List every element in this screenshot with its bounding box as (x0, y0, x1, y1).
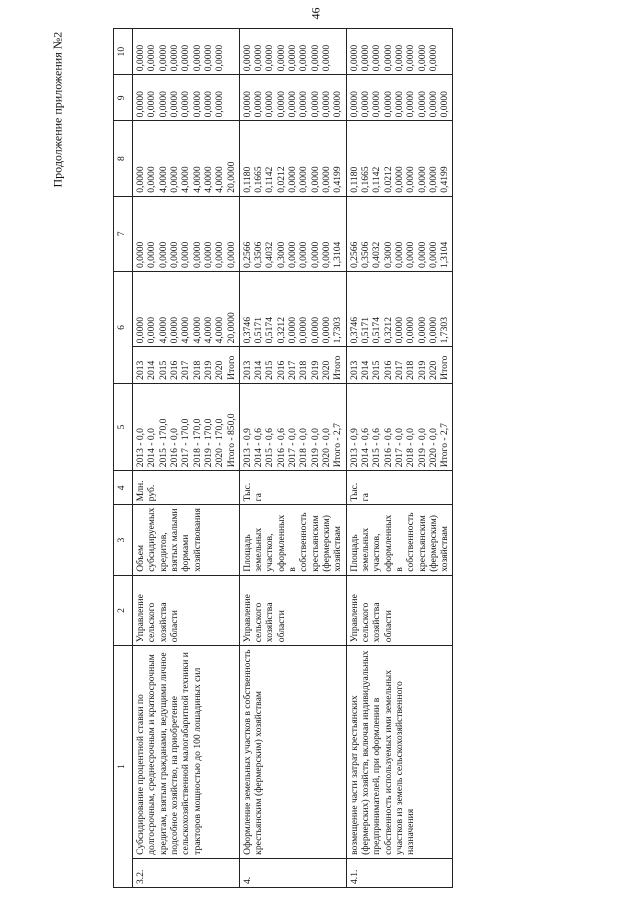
row-number: 4. (239, 858, 346, 887)
header-cell-10: 10 (114, 29, 133, 75)
col7-list (346, 196, 453, 271)
value-cell: 2017 - 170,0 (180, 418, 192, 468)
value-cell: 0,0000 (168, 166, 180, 193)
value-cell: 0,5174 (371, 317, 383, 344)
value-cell: 0,0000 (202, 91, 214, 118)
value-cell: 2020 - 170,0 (214, 418, 226, 468)
value-cell: 0,5171 (359, 317, 371, 344)
value-cell: 2020 (214, 360, 226, 380)
years-values-list (239, 383, 346, 470)
value-cell: 2017 (180, 360, 192, 380)
value-cell: 0,0000 (298, 317, 310, 344)
value-cell: 20,0000 (225, 161, 237, 193)
value-cell: 2018 (405, 360, 417, 380)
value-cell: 0,0000 (157, 91, 169, 118)
value-cell: 0,0000 (393, 91, 405, 118)
value-cell: 2020 (427, 360, 439, 380)
value-cell: 2015 (157, 360, 169, 380)
value-cell: 0,0000 (287, 241, 299, 269)
value-cell: 0,0000 (157, 241, 169, 269)
value-cell: 0,0000 (439, 91, 451, 118)
value-cell: 0,0000 (405, 91, 417, 118)
header-cell-4: 4 (114, 471, 133, 505)
value-cell: 4,0000 (157, 166, 169, 193)
value-cell: 0,2566 (348, 241, 360, 269)
value-cell: 2020 - 0,0 (427, 428, 439, 468)
col10-list (133, 29, 240, 75)
value-cell: 2019 (416, 360, 428, 380)
value-cell: 0,0000 (405, 44, 417, 72)
executor: Управление сельского хозяйства области (239, 575, 346, 645)
value-cell: 0,0000 (191, 91, 203, 118)
value-cell: 2020 - 0,0 (321, 428, 332, 468)
value-cell: 2019 - 0,0 (416, 428, 428, 468)
value-cell: 2018 - 0,0 (298, 428, 310, 468)
value-cell: 0,0000 (359, 44, 371, 72)
header-row (114, 29, 133, 888)
value-cell: 0,0000 (359, 91, 371, 118)
value-cell: 1,7303 (332, 317, 344, 344)
value-cell: 0,0000 (298, 91, 310, 118)
value-cell: 0,0000 (264, 91, 276, 118)
header-cell-1: 1 (114, 646, 133, 888)
value-cell: 0,0000 (146, 44, 158, 72)
value-cell: 2017 (393, 360, 405, 380)
value-cell: 2019 (202, 360, 214, 380)
value-cell: Итого - 850,0 (225, 413, 237, 468)
value-cell: 0,0000 (309, 44, 321, 72)
value-cell: 0,0000 (427, 317, 439, 344)
col8-list (133, 121, 240, 196)
value-cell: 0,0000 (225, 241, 237, 269)
value-cell: 4,0000 (180, 166, 192, 193)
value-cell: 0,0000 (135, 166, 146, 193)
indicator: Площадь земельных участков, оформленных в собственность крестьянским (фермерским) хозяйствам (239, 505, 346, 575)
col6-list (346, 272, 453, 347)
executor: Управление сельского хозяйства области (346, 575, 453, 645)
value-cell: 0,4032 (264, 241, 276, 269)
value-cell: 2019 - 170,0 (202, 418, 214, 468)
value-cell: 0,0212 (275, 166, 287, 193)
measure-name: Оформление земельных участков в собственность крестьянским (фермерским) хозяйствам (239, 646, 346, 859)
value-cell: 2013 - 0,9 (348, 428, 360, 468)
value-cell: 0,1665 (253, 166, 265, 193)
value-cell: 0,0000 (191, 44, 203, 72)
value-cell: 4,0000 (202, 166, 214, 193)
row-number: 3.2. (133, 858, 240, 887)
years-values-list (133, 383, 240, 470)
value-cell: 2016 (275, 360, 287, 380)
value-cell: 0,0000 (157, 44, 169, 72)
header-cell-9: 9 (114, 75, 133, 121)
value-cell: 2017 (287, 360, 299, 380)
header-cell-2: 2 (114, 575, 133, 645)
value-cell: 0,3506 (253, 241, 265, 269)
value-cell: 2018 - 0,0 (405, 428, 417, 468)
value-cell: 4,0000 (157, 317, 169, 344)
value-cell: 0,0000 (405, 166, 417, 193)
header-cell-7: 7 (114, 196, 133, 271)
col10-list (346, 29, 453, 75)
value-cell: 0,0000 (135, 44, 146, 72)
value-cell: 0,1180 (241, 166, 253, 193)
header-cell-5: 5 (114, 383, 133, 470)
value-cell: 0,4199 (439, 166, 451, 193)
col8-list (346, 121, 453, 196)
value-cell: 0,0000 (393, 166, 405, 193)
value-cell: 0,0000 (393, 44, 405, 72)
value-cell: 0,0000 (241, 44, 253, 72)
value-cell: 0,0000 (298, 241, 310, 269)
unit: Тыс. га (239, 471, 346, 505)
value-cell: 0,0000 (348, 44, 360, 72)
value-cell: 4,0000 (202, 317, 214, 344)
years-values-list (346, 383, 453, 470)
value-cell: 0,0000 (416, 166, 428, 193)
value-cell: 2016 - 0,6 (382, 428, 394, 468)
value-cell: 0,0000 (168, 317, 180, 344)
value-cell: 0,3746 (348, 317, 360, 344)
value-cell: 0,5174 (264, 317, 276, 344)
col6-list (239, 272, 346, 347)
value-cell: 0,0000 (416, 91, 428, 118)
value-cell: 0,0000 (371, 91, 383, 118)
value-cell: 2016 - 0,6 (275, 428, 287, 468)
value-cell: 0,0000 (321, 241, 332, 269)
indicator: Площадь земельных участков, оформленных в собственность крестьянским (фермерским) хозяйствам (346, 505, 453, 575)
value-cell: 0,0000 (287, 44, 299, 72)
value-cell: 1,3104 (332, 241, 344, 269)
value-cell: 2016 (168, 360, 180, 380)
measure-name: возмещение части затрат крестьянских (фермерских) хозяйств, включая индивидуальных предпринимателей, при оформлении в собственность используемых ими земельных участков из земель сельскохозяйственного назначения (346, 646, 453, 859)
value-cell: 0,0000 (214, 44, 226, 72)
row-number: 4.1. (346, 858, 453, 887)
value-cell: 0,0000 (180, 241, 192, 269)
value-cell: Итого (439, 355, 451, 380)
value-cell: 2013 (348, 360, 360, 380)
value-cell: 0,0000 (332, 91, 344, 118)
value-cell: 2017 - 0,0 (393, 428, 405, 468)
value-cell: 0,3000 (382, 241, 394, 269)
value-cell: 0,0000 (393, 241, 405, 269)
value-cell: 2015 (371, 360, 383, 380)
value-cell: 0,0000 (321, 91, 332, 118)
value-cell: 4,0000 (214, 317, 226, 344)
rotated-table-container (113, 28, 613, 888)
value-cell: 0,0000 (427, 166, 439, 193)
value-cell: 0,0000 (382, 91, 394, 118)
value-cell: 0,3746 (241, 317, 253, 344)
value-cell: 0,3506 (359, 241, 371, 269)
years-list (239, 347, 346, 383)
value-cell: 0,0000 (287, 166, 299, 193)
value-cell: 0,0000 (180, 91, 192, 118)
header-cell-3: 3 (114, 505, 133, 575)
value-cell: 0,0000 (309, 91, 321, 118)
value-cell: 0,1180 (348, 166, 360, 193)
value-cell: 0,0000 (214, 241, 226, 269)
value-cell: Итого (332, 355, 344, 380)
value-cell: 2013 - 0,9 (241, 428, 253, 468)
value-cell: 2014 - 0,6 (253, 428, 265, 468)
value-cell: 0,0000 (405, 317, 417, 344)
value-cell: 0,0000 (393, 317, 405, 344)
value-cell: 0,0000 (168, 241, 180, 269)
value-cell: 0,4199 (332, 166, 344, 193)
value-cell: 0,3212 (275, 317, 287, 344)
col10-list (239, 29, 346, 75)
value-cell: 0,0000 (202, 44, 214, 72)
value-cell: 2014 (359, 360, 371, 380)
value-cell: 0,0000 (275, 91, 287, 118)
value-cell: 20,0000 (225, 312, 237, 344)
value-cell: 0,0000 (427, 91, 439, 118)
program-table (113, 28, 453, 888)
col7-list (239, 196, 346, 271)
value-cell: 0,0000 (253, 44, 265, 72)
value-cell: 0,0000 (146, 91, 158, 118)
table-row (346, 29, 453, 888)
value-cell: 2015 - 0,6 (264, 428, 276, 468)
unit: Тыс. га (346, 471, 453, 505)
value-cell: 0,0000 (191, 241, 203, 269)
col8-list (239, 121, 346, 196)
value-cell: 2019 (309, 360, 321, 380)
value-cell: 0,0000 (321, 44, 332, 72)
value-cell: 2013 (135, 360, 146, 380)
value-cell: 0,0000 (427, 241, 439, 269)
value-cell: 0,0000 (135, 241, 146, 269)
value-cell: 4,0000 (191, 317, 203, 344)
value-cell: 0,0000 (298, 166, 310, 193)
value-cell: 0,0000 (253, 91, 265, 118)
value-cell: 0,0000 (214, 91, 226, 118)
col6-list (133, 272, 240, 347)
col9-list (133, 75, 240, 121)
value-cell: 0,0000 (298, 44, 310, 72)
value-cell: 4,0000 (191, 166, 203, 193)
value-cell: 0,0212 (382, 166, 394, 193)
value-cell: Итого (225, 355, 237, 380)
value-cell: 0,0000 (321, 166, 332, 193)
value-cell: 2020 (321, 360, 332, 380)
value-cell: 2013 (241, 360, 253, 380)
value-cell: 1,7303 (439, 317, 451, 344)
header-cell-8: 8 (114, 121, 133, 196)
value-cell: 0,0000 (405, 241, 417, 269)
value-cell: 0,0000 (180, 44, 192, 72)
table-row (133, 29, 240, 888)
value-cell: 0,0000 (202, 241, 214, 269)
header-cell-6: 6 (114, 272, 133, 384)
value-cell: 1,3104 (439, 241, 451, 269)
value-cell: 0,0000 (168, 44, 180, 72)
appendix-caption: Продолжение приложения №2 (50, 31, 65, 188)
value-cell: 0,0000 (287, 91, 299, 118)
value-cell: 0,0000 (416, 241, 428, 269)
value-cell: 2018 - 170,0 (191, 418, 203, 468)
col7-list (133, 196, 240, 271)
value-cell: 0,3000 (275, 241, 287, 269)
value-cell: 0,0000 (321, 317, 332, 344)
value-cell: 0,0000 (168, 91, 180, 118)
value-cell: 0,0000 (371, 44, 383, 72)
value-cell: 0,0000 (348, 91, 360, 118)
value-cell: 2018 (191, 360, 203, 380)
page-number-area (0, 6, 640, 26)
col9-list (239, 75, 346, 121)
value-cell: 0,1665 (359, 166, 371, 193)
value-cell: 0,0000 (309, 317, 321, 344)
value-cell: 2015 - 170,0 (157, 418, 169, 468)
page-number: 46 (308, 7, 323, 20)
value-cell: 2016 - 0,0 (168, 428, 180, 468)
value-cell: 0,0000 (241, 91, 253, 118)
value-cell: 0,0000 (264, 44, 276, 72)
value-cell: 0,0000 (309, 241, 321, 269)
value-cell: 2013 - 0,0 (135, 428, 146, 468)
value-cell: 0,1142 (371, 166, 383, 193)
value-cell: 2019 - 0,0 (309, 428, 321, 468)
value-cell: 2016 (382, 360, 394, 380)
value-cell: 4,0000 (214, 166, 226, 193)
value-cell: 0,0000 (427, 44, 439, 72)
table-row (239, 29, 346, 888)
value-cell: 0,4032 (371, 241, 383, 269)
indicator: Объем субсидируемых кредитов, взятых малыми формами хозяйствования (133, 505, 240, 575)
value-cell: 0,0000 (146, 317, 158, 344)
value-cell: 0,0000 (135, 91, 146, 118)
value-cell: Итого - 2,7 (332, 423, 344, 468)
caption-area (48, 31, 68, 190)
executor: Управление сельского хозяйства области (133, 575, 240, 645)
value-cell: 2015 - 0,6 (371, 428, 383, 468)
col9-list (346, 75, 453, 121)
value-cell: 4,0000 (180, 317, 192, 344)
value-cell: 0,0000 (382, 44, 394, 72)
value-cell: 2018 (298, 360, 310, 380)
value-cell: 2014 (253, 360, 265, 380)
years-list (133, 347, 240, 383)
value-cell: 0,0000 (416, 44, 428, 72)
value-cell: 2014 (146, 360, 158, 380)
unit: Млн. руб. (133, 471, 240, 505)
value-cell: 0,3212 (382, 317, 394, 344)
value-cell: 0,2566 (241, 241, 253, 269)
value-cell: 2015 (264, 360, 276, 380)
value-cell: 0,0000 (287, 317, 299, 344)
value-cell: 0,1142 (264, 166, 276, 193)
value-cell: 0,0000 (309, 166, 321, 193)
value-cell: 0,0000 (416, 317, 428, 344)
value-cell: 0,0000 (135, 317, 146, 344)
value-cell: 0,5171 (253, 317, 265, 344)
value-cell: 2017 - 0,0 (287, 428, 299, 468)
value-cell: 0,0000 (146, 241, 158, 269)
value-cell: 0,0000 (275, 44, 287, 72)
value-cell: 2014 - 0,6 (359, 428, 371, 468)
value-cell: 0,0000 (146, 166, 158, 193)
years-list (346, 347, 453, 383)
value-cell: Итого - 2,7 (439, 423, 451, 468)
value-cell: 2014 - 0,0 (146, 428, 158, 468)
measure-name: Субсидирование процентной ставки по долгосрочным, среднесрочным и краткосрочным кредитам, взятым гражданами, ведущими личное подсобное хозяйство, на приобретение сельскохозяйственной малогабаритной техники и тракторов мощностью до 100 лошадиных сил (133, 646, 240, 859)
